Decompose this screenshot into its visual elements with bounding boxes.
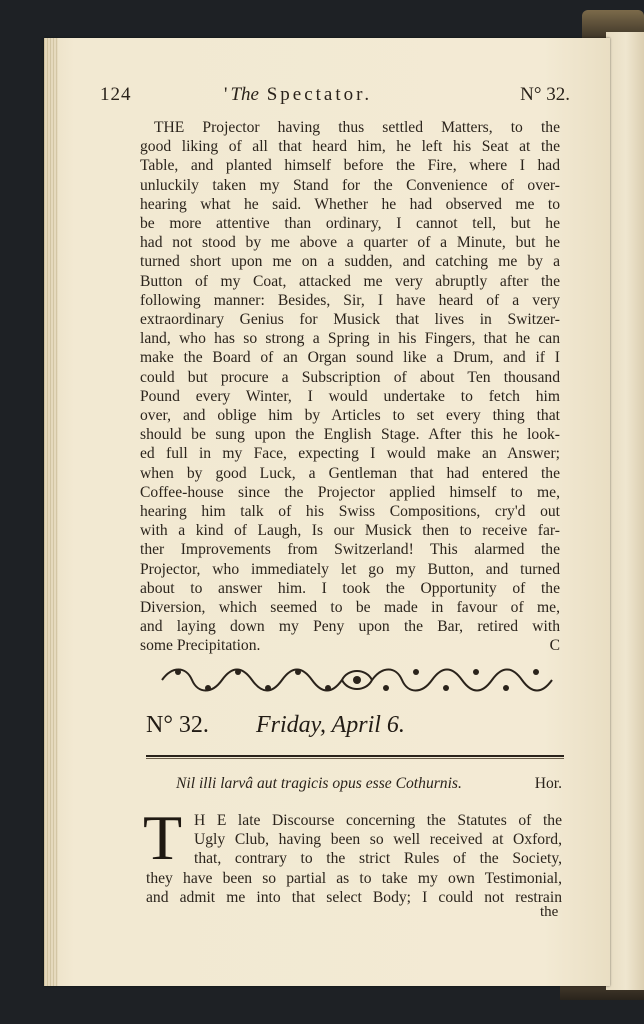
text-line: Diversion, which seemed to be made in favour of me,	[140, 599, 560, 617]
text-line: about to answer him. I took the Opportunity of the	[140, 579, 560, 597]
text-line: over, and oblige him by Articles to set every thing that	[140, 407, 560, 425]
text-line: make the Board of an Organ sound like a Drum, and if I	[140, 349, 560, 367]
text-line: and admit me into that select Body; I could not restrain	[146, 888, 562, 906]
text-line: that, contrary to the strict Rules of the Society,	[194, 850, 562, 868]
facing-page-edge	[606, 32, 644, 990]
text-line: Coffee-house since the Projector applied himself to me,	[140, 483, 560, 501]
issue-heading	[146, 712, 566, 746]
epigraph	[176, 775, 562, 793]
heading-rule	[146, 755, 564, 757]
text-line: could but procure a Subscription of about Ten thousand	[140, 368, 560, 386]
heading-rule-thin	[146, 758, 564, 759]
text-line: turned short upon me on a sudden, and catching me by a	[140, 253, 560, 271]
issue-number: N° 32.	[146, 712, 209, 738]
text-line: Button of my Coat, attacked me very abruptly after the	[140, 272, 560, 290]
text-line: good liking of all that heard him, he left his Seat at the	[140, 138, 560, 156]
text-line: THE Projector having thus settled Matters, to the	[154, 119, 560, 136]
page-number: 124	[100, 84, 132, 105]
text-line: some Precipitation. C	[140, 637, 560, 655]
text-line: Pound every Winter, I would undertake to fetch him	[140, 387, 560, 405]
previous-article-text	[140, 118, 560, 656]
text-line: and laying down my Peny upon the Bar, retired with	[140, 618, 560, 636]
text-line: unluckily taken my Stand for the Convenience of over-	[140, 176, 560, 194]
issue-date: Friday, April 6.	[256, 712, 405, 738]
text-line: should be sung upon the English Stage. After this he look-	[140, 426, 560, 444]
text-line: Projector, who immediately let go my Button, and turned	[140, 560, 560, 578]
text-line: following manner: Besides, Sir, I have heard of a very	[140, 291, 560, 309]
text-line: ther Improvements from Switzerland! This alarmed the	[140, 541, 560, 559]
text-line: be more attentive than ordinary, I cannot tell, but he	[140, 215, 560, 233]
drop-cap: T	[143, 802, 183, 873]
catchword: the	[540, 904, 559, 920]
text-line: they have been so partial as to take my own Testimonial,	[146, 869, 562, 887]
new-article-text	[146, 811, 562, 907]
text-line: hearing him talk of his Swiss Compositions, cry'd out	[140, 503, 560, 521]
issue-reference: N° 32.	[520, 84, 570, 105]
text-line: Ugly Club, having been so well received at Oxford,	[194, 831, 562, 849]
text-line: when by good Luck, a Gentleman that had entered the	[140, 464, 560, 482]
author-signature: C	[549, 637, 560, 655]
epigraph-text: Nil illi larvâ aut tragicis opus esse Cothurnis.	[176, 775, 462, 792]
text-line: Table, and planted himself before the Fire, where I had	[140, 157, 560, 175]
running-title: 'The Spectator.	[224, 84, 373, 105]
text-line: extraordinary Genius for Musick that lives in Switzer-	[140, 311, 560, 329]
text-line: ed full in my Face, expecting I would make an Answer;	[140, 445, 560, 463]
text-line: with a kind of Laugh, Is our Musick then to receive far-	[140, 522, 560, 540]
text-line: land, who has so strong a Spring in his Fingers, that he can	[140, 330, 560, 348]
running-title-article: The	[230, 84, 259, 105]
decorative-headpiece	[158, 662, 556, 698]
text-line: had not stood by me above a quarter of a Minute, but he	[140, 234, 560, 252]
running-header	[100, 84, 570, 110]
page-gutter	[44, 38, 58, 986]
text-line: H E late Discourse concerning the Statutes of the	[194, 812, 562, 829]
epigraph-author: Hor.	[534, 775, 562, 792]
running-title-name: Spectator.	[266, 84, 373, 105]
text-line: hearing what he said. Whether he had observed me to	[140, 195, 560, 213]
